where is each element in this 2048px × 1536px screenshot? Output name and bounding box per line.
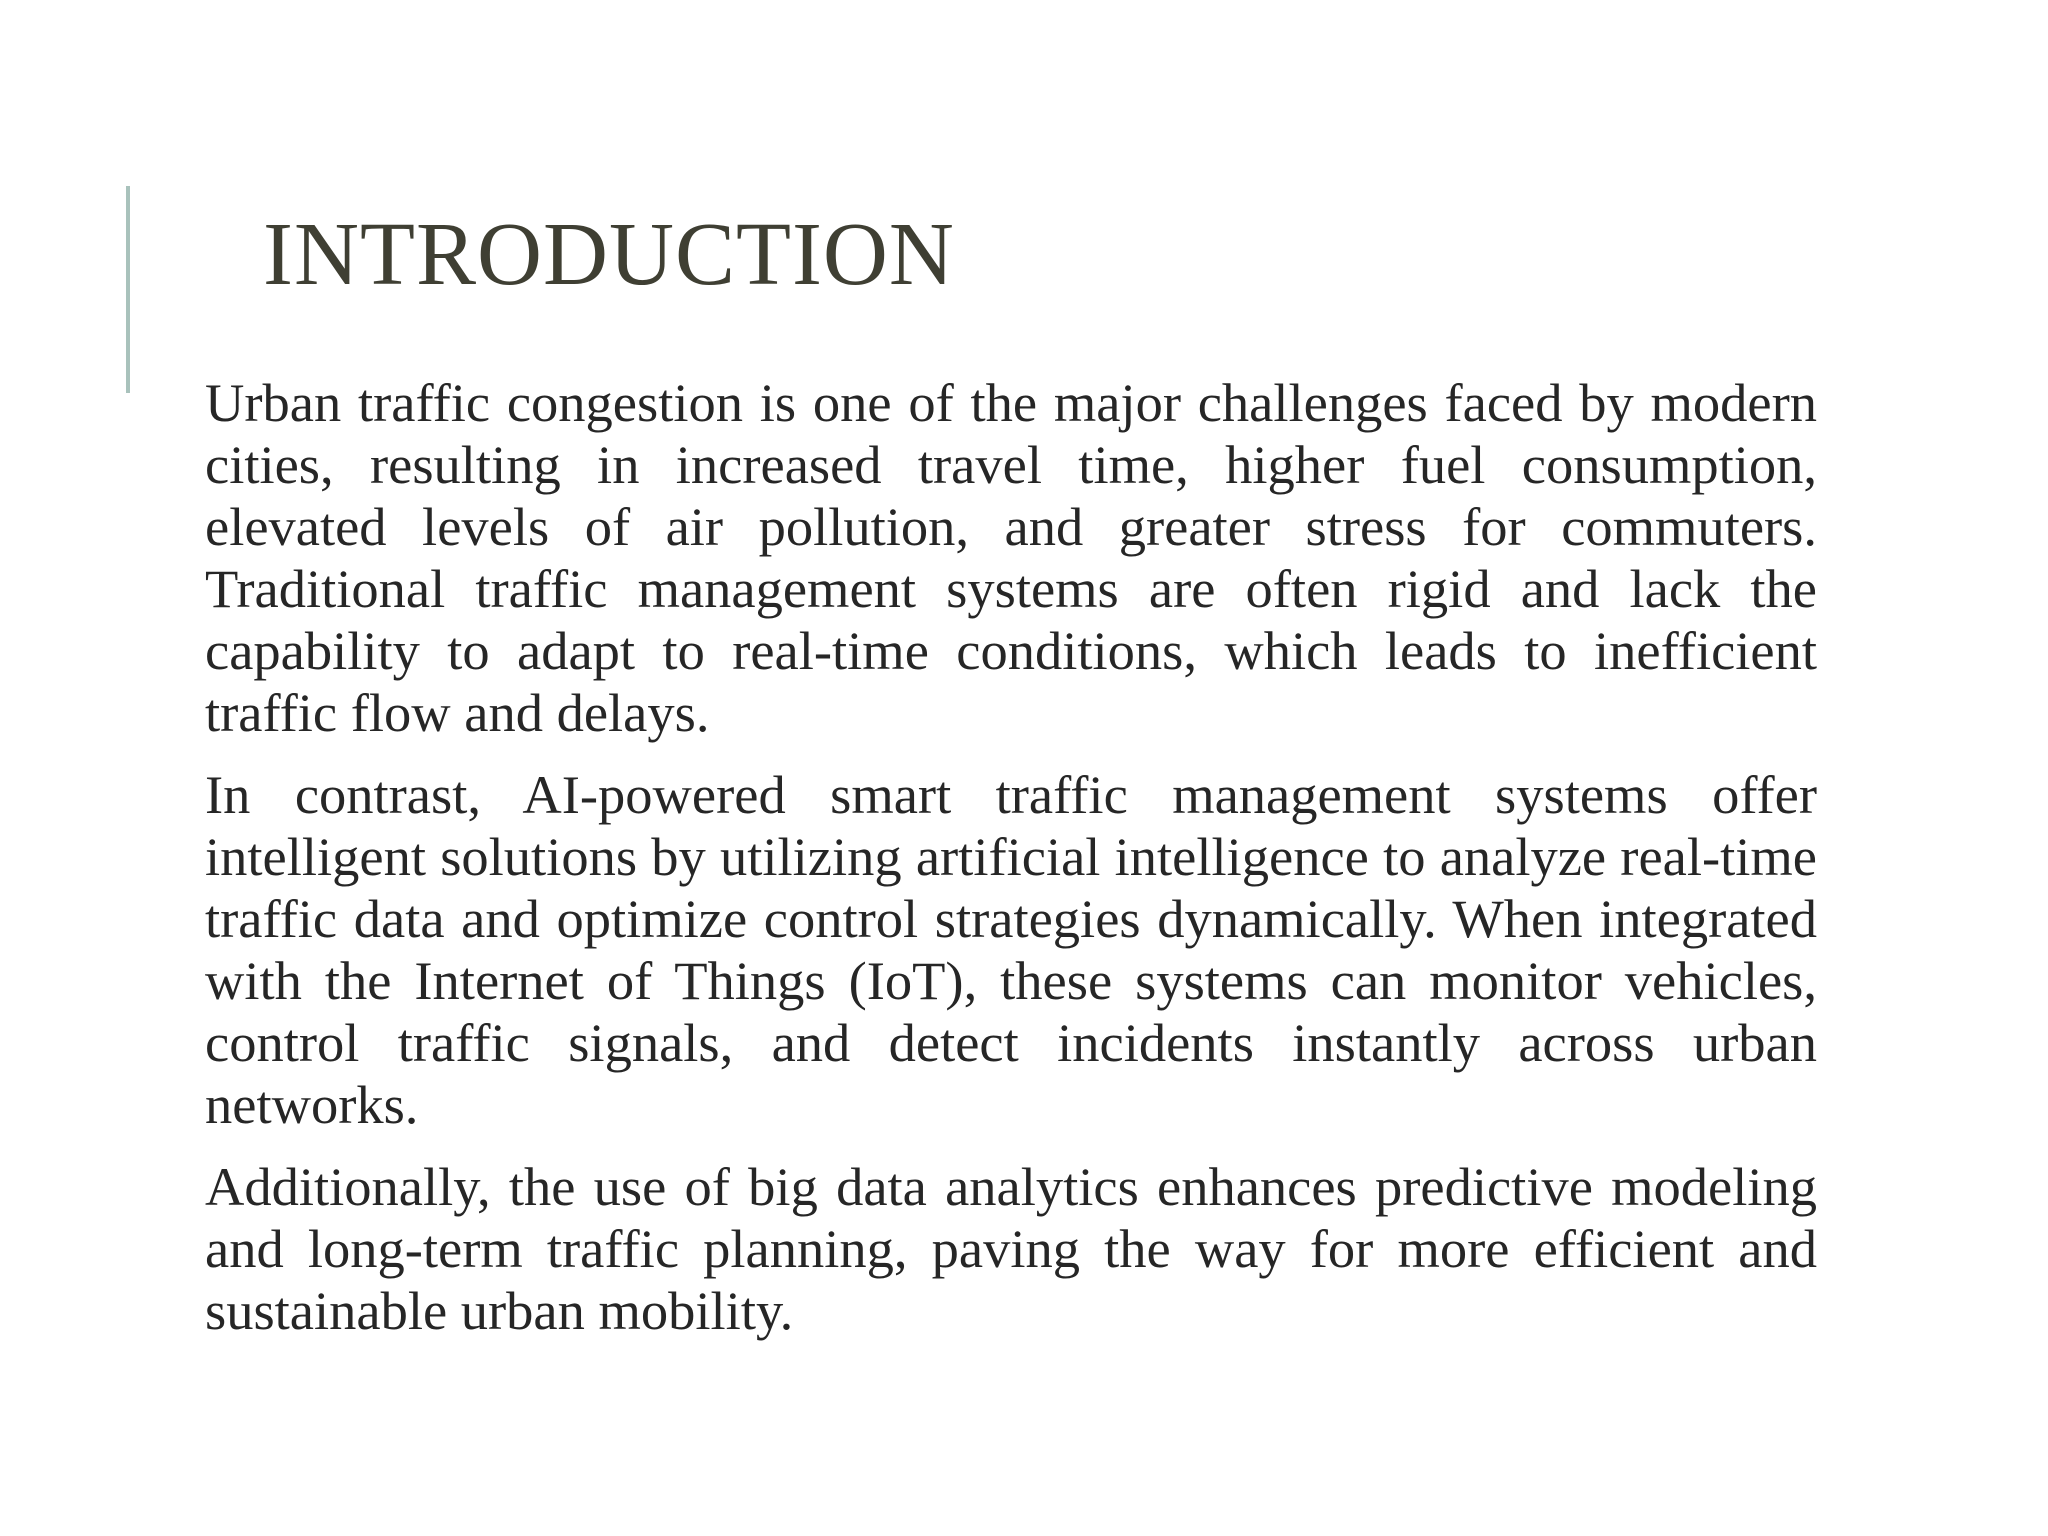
slide-body	[205, 372, 1817, 1362]
slide-title: INTRODUCTION	[263, 205, 955, 304]
paragraph-congestion: Urban traffic congestion is one of the major challenges faced by modern cities, resulting in increased travel time, higher fuel consumption, elevated levels of air pollution, and greater stress for commuters. Traditional traffic management systems are often rigid and lack the capability to adapt to real-time conditions, which leads to inefficient traffic flow and delays.	[205, 372, 1817, 743]
paragraph-ai-systems: In contrast, AI-powered smart traffic management systems offer intelligent solutions by utilizing artificial intelligence to analyze real-time traffic data and optimize control strategies dynamically. When integrated with the Internet of Things (IoT), these systems can monitor vehicles, control traffic signals, and detect incidents instantly across urban networks.	[205, 764, 1817, 1135]
paragraph-big-data: Additionally, the use of big data analytics enhances predictive modeling and long-term traffic planning, paving the way for more efficient and sustainable urban mobility.	[205, 1156, 1817, 1341]
title-accent-bar	[126, 186, 130, 393]
